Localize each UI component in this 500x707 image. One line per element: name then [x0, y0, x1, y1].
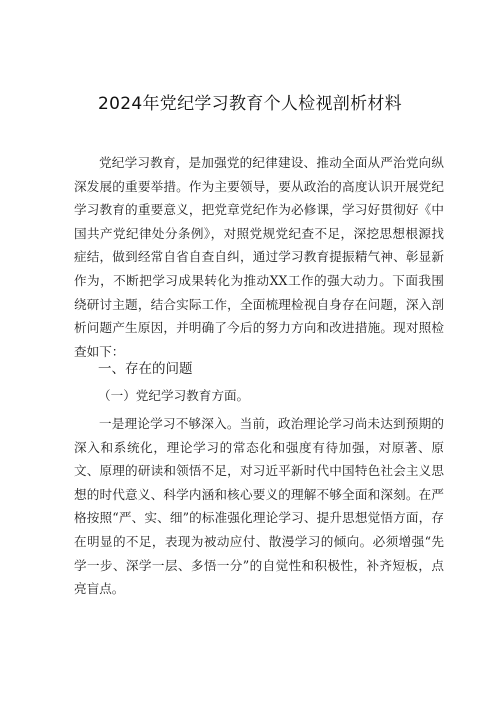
section-heading: 一、存在的问题: [98, 361, 193, 377]
subsection-heading: （一）党纪学习教育方面。: [98, 388, 250, 403]
problem-paragraph: 一是理论学习不够深入。当前，政治理论学习尚未达到预期的深入和系统化，理论学习的常态化和强度有待加强，对原著、原文、原理的研读和领悟不足，对习近平新时代中国特色社会主义思想的时代意义、科学内涵和核心要义的理解不够全面和深刻。在严格按照“严、实、细”的标准强化理论学习、提升思想觉悟方面，存在明显的不足，表现为被动应付、散漫学习的倾向。必须增强“先学一步、深学一层、多悟一分”的自觉性和积极性，补齐短板，点亮盲点。: [74, 416, 444, 597]
intro-paragraph: 党纪学习教育，是加强党的纪律建设、推动全面从严治党向纵深发展的重要举措。作为主要领导，要从政治的高度认识开展党纪学习教育的重要意义，把党章党纪作为必修课，学习好贯彻好《中国共产党纪律处分条例》，对照党规党纪查不足，深挖思想根源找症结，做到经常自省自查自纠，通过学习教育提振精气神、彰显新作为，不断把学习成果转化为推动XX工作的强大动力。下面我围绕研讨主题，结合实际工作，全面梳理检视自身存在问题，深入剖析问题产生原因，并明确了今后的努力方向和改进措施。现对照检查如下：: [74, 155, 444, 359]
document-title: 2024年党纪学习教育个人检视剖析材料: [98, 94, 402, 114]
